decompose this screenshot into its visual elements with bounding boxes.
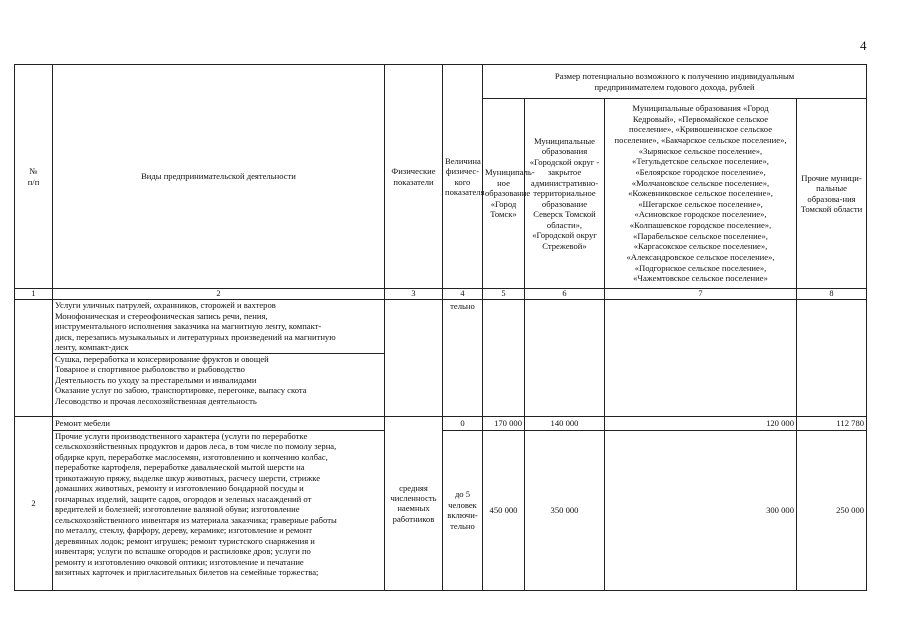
- physical-indicator: средняя численность наемных работников: [385, 417, 443, 590]
- header-indicator-value: Величина физичес-кого показателя: [443, 65, 483, 289]
- tomsk-value-production: 450 000: [483, 430, 525, 590]
- activity-line: вредителей и болезней; изготовление валяной обуви; изготовление: [55, 504, 300, 515]
- header-municipalities: [605, 99, 797, 289]
- activity-line: гончарных изделий, защите садов, огородов и зеленых насаждений от: [55, 493, 312, 504]
- header-num: № п/п: [15, 65, 53, 289]
- municipality-line: «Колпашевское городское поселение»,: [629, 220, 772, 231]
- municipality-line: «Подгорнское сельское поселение»,: [634, 262, 767, 273]
- header-activity-types: Виды предпринимательской деятельности: [53, 65, 385, 289]
- municipalities-value-production: 300 000: [605, 430, 797, 590]
- activity-line: трикотажную пряжу, выделке шкур животных, расчесу шерсти, стрижке: [55, 472, 321, 483]
- municipality-line: «Асиновское городское поселение»,: [634, 209, 767, 220]
- activity-line: ленту, компакт-диск: [55, 342, 129, 353]
- header-other: Прочие муници-пальные образова-ния Томской области: [797, 99, 867, 289]
- seversk-value-production: 350 000: [525, 430, 605, 590]
- activity-line: визитных карточек и пригласительных билетов на семейные торжества;: [55, 567, 319, 578]
- municipality-line: «Зырянское сельское поселение»,: [638, 145, 763, 156]
- column-number: 8: [797, 289, 867, 300]
- municipality-line: «Парабельское сельское поселение»,: [633, 230, 768, 241]
- income-table: [14, 64, 867, 591]
- activities-cell: [53, 300, 385, 417]
- activity-line: Услуги уличных патрулей, охранников, сторожей и вахтеров: [55, 300, 276, 311]
- physical-indicator-cell: [385, 300, 443, 417]
- other-value-furniture: 112 780: [797, 417, 867, 430]
- activity-line: сельскохозяйственных продуктов и даров леса, в том числе по помолу зерна,: [55, 441, 337, 452]
- column-number: 3: [385, 289, 443, 300]
- header-seversk: Муниципальные образования «Городской округ - закрытое административно-территориальное образование Северск Томской области», «Городской округ Стрежевой»: [525, 99, 605, 289]
- municipality-line: «Тегульдетское сельское поселение»,: [632, 156, 769, 167]
- activity-line: ремонту и изготовлению очковой оптики; изготовление и печатание: [55, 556, 304, 567]
- activity-line: по металлу, стеклу, фарфору, дереву, керамике; изготовление и ремонт: [55, 525, 313, 536]
- municipality-line: «Кожевниковское сельское поселение»,: [628, 188, 773, 199]
- activity-furniture: Ремонт мебели: [53, 417, 385, 430]
- activity-line: сельскохозяйственного инвентаря из материала заказчика; граверные работы: [55, 514, 337, 525]
- activity-line: Товарное и спортивное рыболовство и рыбоводство: [55, 364, 245, 375]
- activity-line: Лесоводство и прочая лесохозяйственная деятельность: [55, 395, 257, 406]
- header-physical-indicators: Физические показатели: [385, 65, 443, 289]
- activity-line: Монофоническая и стереофоническая запись речи, пения,: [55, 310, 268, 321]
- column-number: 2: [53, 289, 385, 300]
- activity-line: домашних животных, ремонту и изготовлению бондарной посуды и: [55, 483, 304, 494]
- activity-line: Прочие услуги производственного характера (услуги по переработке: [55, 430, 308, 441]
- header-income-group: Размер потенциально возможного к получению индивидуальным предпринимателем годового дохода, рублей: [483, 65, 867, 99]
- indicator-value-cell: тельно: [443, 300, 483, 417]
- table-row: [15, 417, 867, 430]
- activity-line: Оказание услуг по забою, транспортировке, перегонке, выпасу скота: [55, 385, 307, 396]
- tomsk-cell: [483, 300, 525, 417]
- municipalities-cell: [605, 300, 797, 417]
- activity-line: инвентаря; услуги по вспашке огородов и распиловке дров; услуги по: [55, 546, 311, 557]
- municipalities-value-furniture: 120 000: [605, 417, 797, 430]
- municipality-line: «Александровское сельское поселение»,: [626, 252, 775, 263]
- indicator-value-production: до 5 человек включи-тельно: [443, 430, 483, 590]
- tomsk-value-furniture: 170 000: [483, 417, 525, 430]
- municipality-line: «Белоярское городское поселение»,: [635, 166, 766, 177]
- row-number: 2: [15, 417, 53, 590]
- municipality-line: «Молчановское сельское поселение»,: [631, 177, 770, 188]
- activity-line: Сушка, переработка и консервирование фруктов и овощей: [55, 353, 269, 364]
- municipality-line: Кедровый», «Первомайское сельское: [632, 113, 769, 124]
- activity-line: Деятельность по уходу за престарелыми и инвалидами: [55, 374, 257, 385]
- other-value-production: 250 000: [797, 430, 867, 590]
- header-tomsk: Муниципаль-ное образование «Город Томск»: [483, 99, 525, 289]
- column-number: 5: [483, 289, 525, 300]
- seversk-cell: [525, 300, 605, 417]
- seversk-value-furniture: 140 000: [525, 417, 605, 430]
- municipality-line: «Каргасокское сельское поселение»,: [633, 241, 768, 252]
- row-num-cell: [15, 300, 53, 417]
- indicator-value-furniture: 0: [443, 417, 483, 430]
- table-row: [15, 300, 867, 417]
- activity-line: переработке картофеля, переработке давальческой мытой шерсти на: [55, 462, 305, 473]
- column-number: 6: [525, 289, 605, 300]
- activity-line: диск, перезапись музыкальных и литературных произведений на магнитную: [55, 331, 336, 342]
- other-cell: [797, 300, 867, 417]
- activity-line: обдирке круп, переработке маслосемян, изготовлению и копчению колбас,: [55, 451, 328, 462]
- municipality-line: Муниципальные образования «Город: [632, 102, 769, 113]
- municipality-line: «Шегарское сельское поселение»,: [638, 198, 763, 209]
- municipality-line: поселение», «Кривошеинское сельское: [628, 124, 773, 135]
- activity-line: инструментального исполнения заказчика на магнитную ленту, компакт-: [55, 321, 322, 332]
- page-number: 4: [860, 38, 867, 53]
- municipality-line: «Чажемтовское сельское поселение»: [633, 273, 768, 284]
- column-number: 4: [443, 289, 483, 300]
- column-number: 1: [15, 289, 53, 300]
- activities-cell-production: [53, 430, 385, 590]
- activity-line: деревянных лодок; ремонт игрушек; ремонт туристского снаряжения и: [55, 535, 315, 546]
- municipality-line: поселение», «Бакчарское сельское поселение»,: [614, 134, 787, 145]
- column-number: 7: [605, 289, 797, 300]
